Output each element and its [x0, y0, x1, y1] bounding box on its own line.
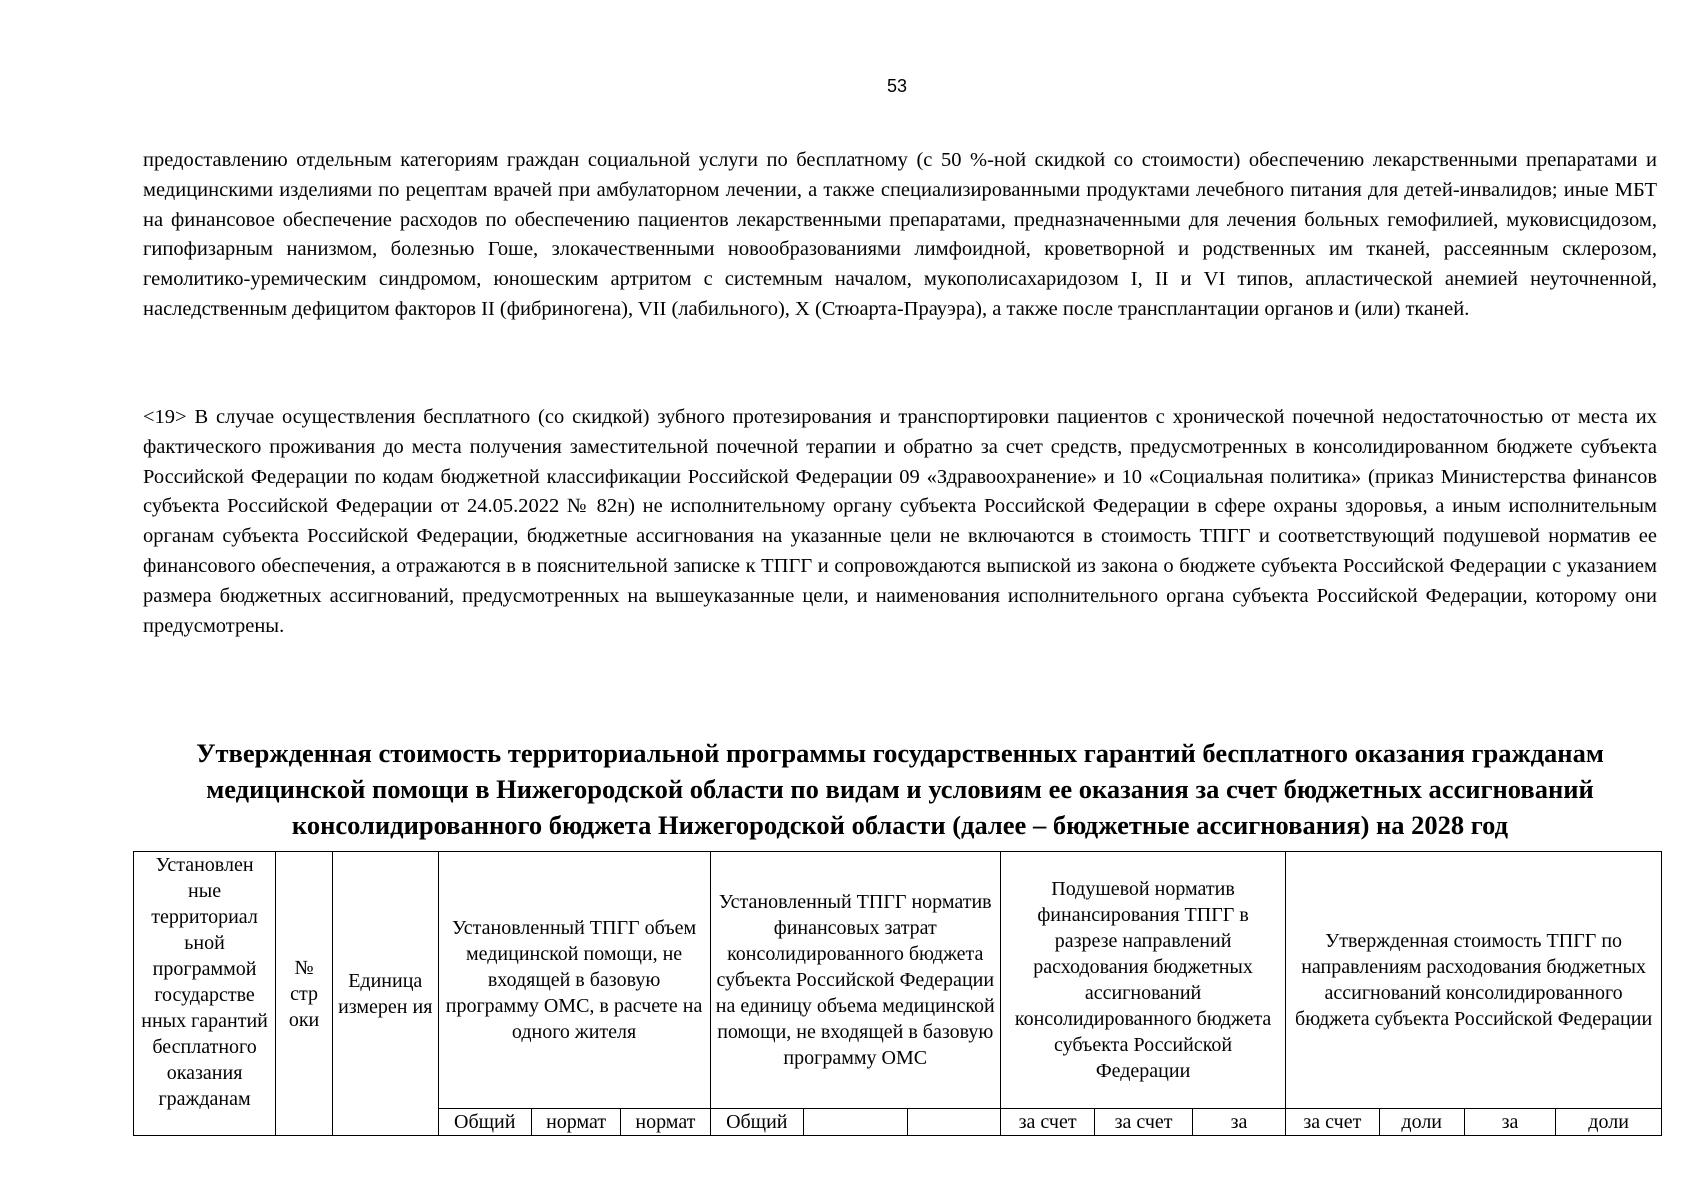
- subheader-per-capita-2: за счет: [1095, 1109, 1192, 1136]
- table-header-row: [134, 852, 1662, 1109]
- subheader-volume-total: Общий: [438, 1109, 531, 1136]
- header-program-type: Установлен ные территориал ьной программой государстве нных гарантий бесплатного оказания гражданам: [134, 852, 276, 1136]
- subheader-volume-norm-2: нормат: [621, 1109, 710, 1136]
- header-row-number: № стр оки: [276, 852, 333, 1136]
- footnote-paragraph-continued: предоставлению отдельным категориям граждан социальной услуги по бесплатному (с 50 %-ной скидкой со стоимости) обеспечению лекарственными препаратами и медицинскими изделиями по рецептам врачей при амбулаторном лечении, а также специализированными продуктами лечебного питания для детей-инвалидов; иные МБТ на финансовое обеспечение расходов по обеспечению пациентов лекарственными препаратами, предназначенными для лечения больных гемофилией, муковисцидозом, гипофизарным нанизмом, болезнью Гоше, злокачественными новообразованиями лимфоидной, кроветворной и родственных им тканей, рассеянным склерозом, гемолитико-уремическим синдромом, юношеским артритом с системным началом, мукополисахаридозом I, II и VI типов, апластической анемией неуточненной, наследственным дефицитом факторов II (фибриногена), VII (лабильного), X (Стюарта-Прауэра), а также после трансплантации органов и (или) тканей.: [143, 149, 1657, 320]
- subheader-approved-3: за: [1464, 1109, 1555, 1136]
- subheader-cost-2: [803, 1109, 907, 1136]
- header-approved-cost: Утвержденная стоимость ТПГГ по направлениям расходования бюджетных ассигнований консолидированного бюджета субъекта Российской Федерации: [1286, 852, 1662, 1109]
- budget-table: [133, 851, 1662, 1136]
- header-cost-norm: Установленный ТПГГ норматив финансовых затрат консолидированного бюджета субъекта Российской Федерации на единицу объема медицинской помощи, не входящей в базовую программу ОМС: [710, 852, 1000, 1109]
- subheader-approved-1: за счет: [1286, 1109, 1379, 1136]
- page-number: 53: [886, 76, 908, 96]
- subheader-cost-3: [907, 1109, 1000, 1136]
- header-unit: Единица измерен ия: [332, 852, 438, 1136]
- table-title: Утвержденная стоимость территориальной программы государственных гарантий бесплатного оказания гражданам медицинской помощи в Нижегородской области по видам и условиям ее оказания за счет бюджетных ассигнований консолидированного бюджета Нижегородской области (далее – бюджетные ассигнования) на 2028 год: [196, 738, 1604, 840]
- subheader-per-capita-1: за счет: [1000, 1109, 1094, 1136]
- subheader-per-capita-3: за: [1192, 1109, 1285, 1136]
- subheader-cost-total: Общий: [710, 1109, 803, 1136]
- subheader-approved-4: доли: [1556, 1109, 1662, 1136]
- header-per-capita-norm: Подушевой норматив финансирования ТПГГ в разрезе направлений расходования бюджетных ассигнований консолидированного бюджета субъекта Российской Федерации: [1000, 852, 1285, 1109]
- subheader-approved-2: доли: [1379, 1109, 1464, 1136]
- footnote-paragraph-19: <19> В случае осуществления бесплатного (со скидкой) зубного протезирования и транспортировки пациентов с хронической почечной недостаточностью от места их фактического проживания до места получения заместительной почечной терапии и обратно за счет средств, предусмотренных в консолидированном бюджете субъекта Российской Федерации по кодам бюджетной классификации Российской Федерации 09 «Здравоохранение» и 10 «Социальная политика» (приказ Министерства финансов субъекта Российской Федерации от 24.05.2022 № 82н) не исполнительному органу субъекта Российской Федерации в сфере охраны здоровья, а иным исполнительным органам субъекта Российской Федерации, бюджетные ассигнования на указанные цели не включаются в стоимость ТПГГ и соответствующий подушевой норматив ее финансового обеспечения, а отражаются в в пояснительной записке к ТПГГ и сопровождаются выпиской из закона о бюджете субъекта Российской Федерации с указанием размера бюджетных ассигнований, предусмотренных на вышеуказанные цели, и наименования исполнительного органа субъекта Российской Федерации, которому они предусмотрены.: [143, 406, 1657, 637]
- header-volume: Установленный ТПГГ объем медицинской помощи, не входящей в базовую программу ОМС, в расчете на одного жителя: [438, 852, 710, 1109]
- subheader-volume-norm-1: нормат: [531, 1109, 620, 1136]
